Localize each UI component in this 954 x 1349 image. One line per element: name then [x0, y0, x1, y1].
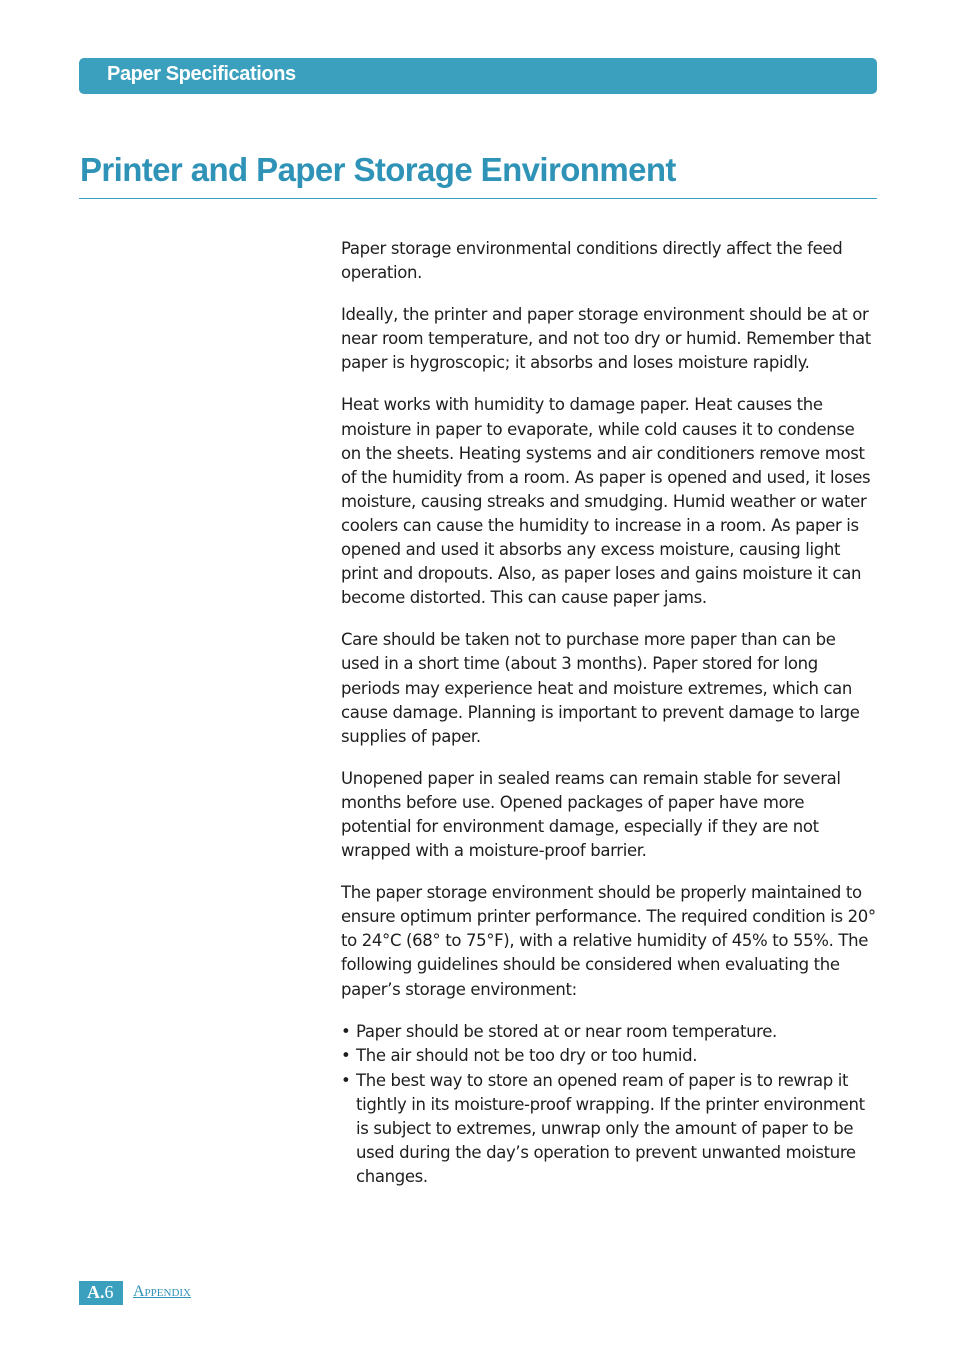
body-text — [341, 237, 877, 1190]
page-separator: . — [100, 1282, 105, 1302]
guidelines-list — [341, 1020, 877, 1190]
page-number — [87, 1282, 114, 1303]
paragraph: Heat works with humidity to damage paper. Heat causes the moisture in paper to evaporate, while cold causes it to condense on the sheets. Heating systems and air conditioners remove most of the humidity from a room. As paper is opened and used, it loses moisture, causing streaks and smudging. Humid weather or water coolers can cause the humidity to increase in a room. As paper is opened and used it absorbs any excess moisture, causing light print and dropouts. Also, as paper loses and gains moisture it can become distorted. This can cause paper jams. — [341, 395, 871, 608]
list-item — [341, 1069, 877, 1189]
bullet-icon: • — [341, 1046, 351, 1066]
list-item — [341, 1020, 877, 1044]
bullet-icon: • — [341, 1021, 351, 1041]
list-item — [341, 1044, 877, 1068]
paragraph: Paper storage environmental conditions directly affect the feed operation. — [341, 239, 843, 283]
page-letter: A — [87, 1282, 100, 1302]
bullet-icon: • — [341, 1070, 351, 1090]
list-item-text: Paper should be stored at or near room temperature. — [356, 1021, 777, 1041]
page-digit: 6 — [104, 1282, 114, 1302]
title-divider — [79, 198, 877, 199]
paragraph: Care should be taken not to purchase more paper than can be used in a short time (about 3 months). Paper stored for long periods may experience heat and moisture extremes, which can cause damage. Planning is important to prevent damage to large supplies of paper. — [341, 630, 860, 746]
section-banner — [79, 58, 877, 94]
paragraph: Unopened paper in sealed reams can remain stable for several months before use. Opened packages of paper have more potential for environment damage, especially if they are not wrapped with a moisture-proof barrier. — [341, 768, 841, 861]
footer-section-name: Appendix — [133, 1283, 192, 1300]
paragraph: The paper storage environment should be properly maintained to ensure optimum printer performance. The required condition is 20° to 24°C (68° to 75°F), with a relative humidity of 45% to 55%. The following guidelines should be considered when evaluating the paper’s storage environment: — [341, 883, 876, 999]
page-title: Printer and Paper Storage Environment — [80, 151, 676, 188]
list-item-text: The air should not be too dry or too humid. — [356, 1046, 698, 1066]
paragraph: Ideally, the printer and paper storage environment should be at or near room temperature, and not too dry or humid. Remember that paper is hygroscopic; it absorbs and loses moisture rapidly. — [341, 305, 871, 373]
list-item-text: The best way to store an opened ream of paper is to rewrap it tightly in its moisture-proof wrapping. If the printer environment is subject to extremes, unwrap only the amount of paper to be used during the day’s operation to prevent unwanted moisture changes. — [356, 1070, 865, 1187]
section-label: Paper Specifications — [107, 63, 296, 85]
